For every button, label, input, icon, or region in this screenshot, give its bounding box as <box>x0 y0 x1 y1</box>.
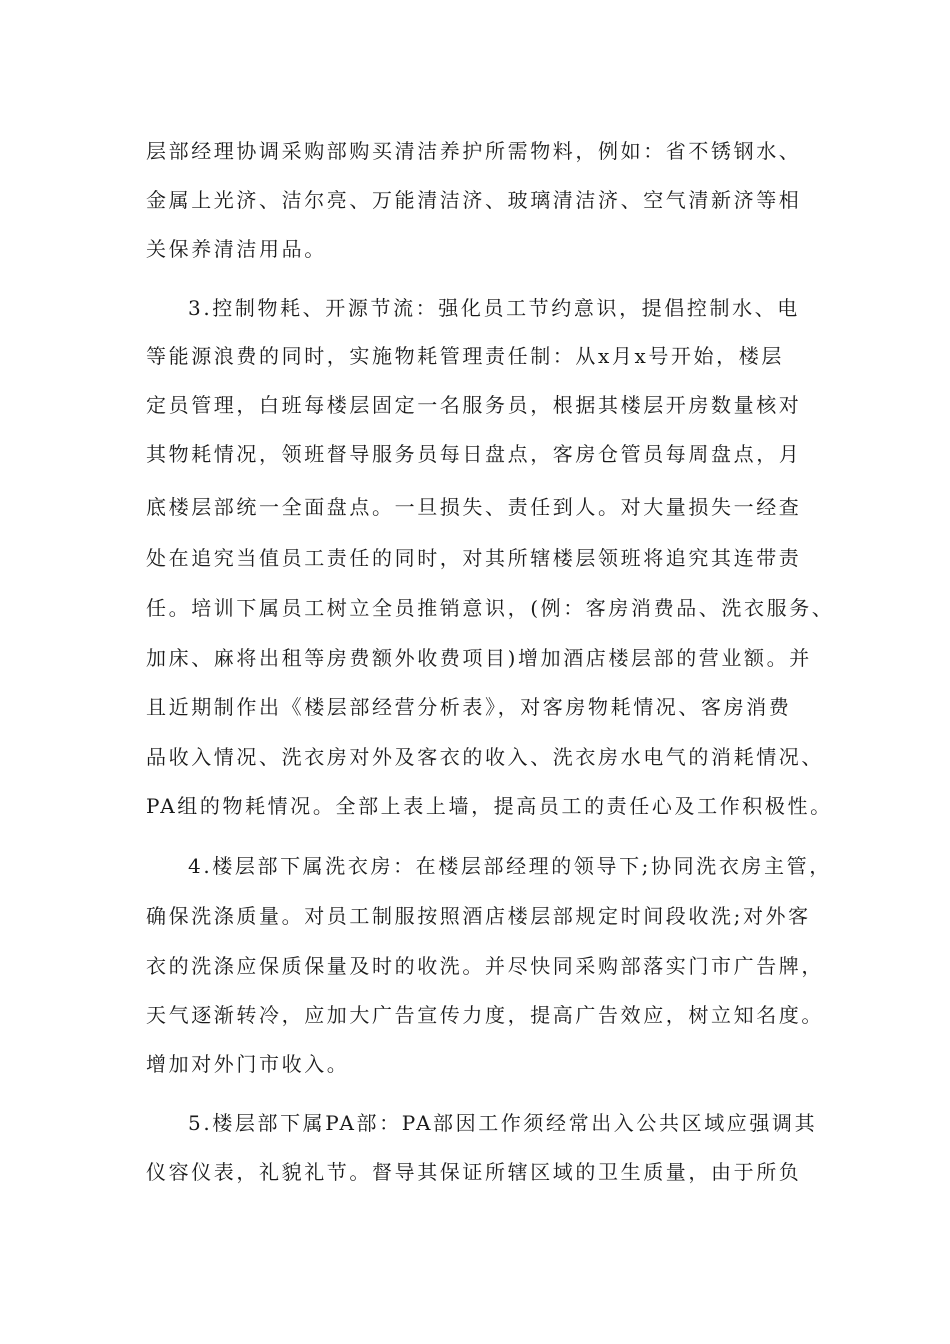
text-line: 确保洗涤质量。对员工制服按照酒店楼层部规定时间段收洗;对外客 <box>146 904 811 928</box>
text-line: 衣的洗涤应保质保量及时的收洗。并尽快同采购部落实门市广告牌， <box>146 954 824 978</box>
text-line: 品收入情况、洗衣房对外及客衣的收入、洗衣房水电气的消耗情况、 <box>146 745 824 769</box>
text-line: 金属上光济、洁尔亮、万能清洁济、玻璃清洁济、空气清新济等相 <box>146 188 802 212</box>
text-line: 等能源浪费的同时，实施物耗管理责任制：从x月x号开始，楼层 <box>146 344 784 368</box>
text-line: 其物耗情况，领班督导服务员每日盘点，客房仓管员每周盘点，月 <box>146 442 802 466</box>
text-line: 底楼层部统一全面盘点。一旦损失、责任到人。对大量损失一经查 <box>146 495 802 519</box>
paragraph-4-first-line: 4.楼层部下属洗衣房：在楼层部经理的领导下;协同洗衣房主管， <box>188 854 832 878</box>
text-line: 处在追究当值员工责任的同时，对其所辖楼层领班将追究其连带责 <box>146 546 802 570</box>
text-line: 增加对外门市收入。 <box>146 1052 350 1076</box>
text-line: 且近期制作出《楼层部经营分析表》，对客房物耗情况、客房消费 <box>146 695 792 719</box>
text-line: 关保养清洁用品。 <box>146 237 327 261</box>
paragraph-3-first-line: 3.控制物耗、开源节流：强化员工节约意识，提倡控制水、电 <box>188 296 800 320</box>
text-line: 定员管理，白班每楼层固定一名服务员，根据其楼层开房数量核对 <box>146 393 802 417</box>
paragraph-5-first-line: 5.楼层部下属PA部：PA部因工作须经常出入公共区域应强调其 <box>188 1111 818 1135</box>
text-line: 天气逐渐转冷，应加大广告宣传力度，提高广告效应，树立知名度。 <box>146 1003 824 1027</box>
text-line: 层部经理协调采购部购买清洁养护所需物料，例如：省不锈钢水、 <box>146 139 802 163</box>
text-line: 加床、麻将出租等房费额外收费项目)增加酒店楼层部的营业额。并 <box>146 646 812 670</box>
text-line: PA组的物耗情况。全部上表上墙，提高员工的责任心及工作积极性。 <box>146 794 833 818</box>
text-line: 仪容仪表，礼貌礼节。督导其保证所辖区域的卫生质量，由于所负 <box>146 1160 802 1184</box>
text-line: 任。培训下属员工树立全员推销意识，(例：客房消费品、洗衣服务、 <box>146 596 835 620</box>
